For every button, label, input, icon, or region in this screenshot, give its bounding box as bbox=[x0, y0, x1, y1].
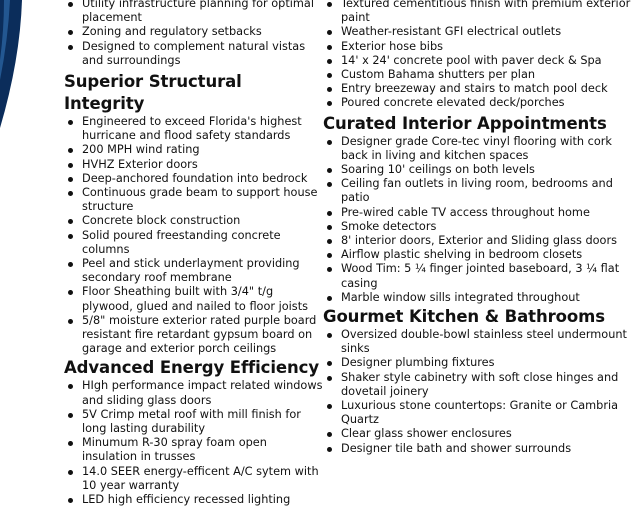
list-item: 8' interior doors, Exterior and Sliding glass doors bbox=[323, 234, 638, 248]
list-item: Peel and stick underlayment providing secondary roof membrane bbox=[64, 257, 324, 285]
list-item: Poured concrete elevated deck/porches bbox=[323, 96, 638, 110]
list-item: Solid poured freestanding concrete columns bbox=[64, 229, 324, 257]
list-item: Custom Bahama shutters per plan bbox=[323, 68, 638, 82]
list-item: HIgh performance impact related windows and sliding glass doors bbox=[64, 379, 324, 407]
list-item: Airflow plastic shelving in bedroom closets bbox=[323, 248, 638, 262]
list-item: Oversized double-bowl stainless steel undermount sinks bbox=[323, 328, 638, 356]
list-item: Smoke detectors bbox=[323, 220, 638, 234]
list-item: 200 MPH wind rating bbox=[64, 143, 324, 157]
list-item: Marble window sills integrated throughout bbox=[323, 291, 638, 305]
energy-list bbox=[64, 379, 324, 507]
list-item: Weather-resistant GFI electrical outlets bbox=[323, 25, 638, 39]
list-item: Clear glass shower enclosures bbox=[323, 427, 638, 441]
list-item: Designer tile bath and shower surrounds bbox=[323, 442, 638, 456]
list-item: Shaker style cabinetry with soft close hinges and dovetail joinery bbox=[323, 371, 638, 399]
list-item: Designed to complement natural vistas and surroundings bbox=[64, 40, 324, 68]
list-item: HVHZ Exterior doors bbox=[64, 158, 324, 172]
kitchen-list bbox=[323, 328, 638, 456]
list-item: LED high efficiency recessed lighting bbox=[64, 493, 324, 507]
interior-heading: Curated Interior Appointments bbox=[323, 113, 607, 133]
list-item: 5/8" moisture exterior rated purple board resistant fire retardant gypsum board on garage and exterior porch ceilings bbox=[64, 314, 324, 357]
list-item: Engineered to exceed Florida's highest hurricane and flood safety standards bbox=[64, 115, 324, 143]
exterior-features-list bbox=[323, 0, 638, 111]
list-item: Luxurious stone countertops: Granite or Cambria Quartz bbox=[323, 399, 638, 427]
list-item: Utility infrastructure planning for optimal placement bbox=[64, 0, 324, 25]
energy-heading: Advanced Energy Efficiency bbox=[64, 358, 319, 378]
list-item: 5V Crimp metal roof with mill finish for long lasting durability bbox=[64, 408, 324, 436]
list-item: Zoning and regulatory setbacks bbox=[64, 25, 324, 39]
list-item: Deep-anchored foundation into bedrock bbox=[64, 172, 324, 186]
list-item: Wood Tim: 5 ¼ finger jointed baseboard, 3 ¼ flat casing bbox=[323, 262, 638, 290]
list-item: Textured cementitious finish with premium exterior paint bbox=[323, 0, 638, 25]
list-item: 14' x 24' concrete pool with paver deck & Spa bbox=[323, 54, 638, 68]
list-item: Ceiling fan outlets in living room, bedrooms and patio bbox=[323, 177, 638, 205]
list-item: Designer grade Core-tec vinyl flooring with cork back in living and kitchen spaces bbox=[323, 135, 638, 163]
left-column bbox=[64, 0, 324, 507]
site-planning-list bbox=[64, 0, 324, 68]
list-item: Floor Sheathing built with 3/4" t/g plywood, glued and nailed to floor joists bbox=[64, 285, 324, 313]
structural-list bbox=[64, 115, 324, 356]
right-column bbox=[323, 0, 638, 456]
list-item: Continuous grade beam to support house structure bbox=[64, 186, 324, 214]
list-item: Pre-wired cable TV access throughout home bbox=[323, 206, 638, 220]
list-item: Concrete block construction bbox=[64, 214, 324, 228]
list-item: 14.0 SEER energy-efficent A/C sytem with 10 year warranty bbox=[64, 465, 324, 493]
list-item: Entry breezeway and stairs to match pool deck bbox=[323, 82, 638, 96]
list-item: Minumum R-30 spray foam open insulation in trusses bbox=[64, 436, 324, 464]
list-item: Soaring 10' ceilings on both levels bbox=[323, 163, 638, 177]
kitchen-heading: Gourmet Kitchen & Bathrooms bbox=[323, 307, 605, 327]
list-item: Exterior hose bibs bbox=[323, 40, 638, 54]
structural-heading: Superior Structural Integrity bbox=[64, 72, 242, 114]
list-item: Designer plumbing fixtures bbox=[323, 356, 638, 370]
decorative-accent-shape bbox=[0, 0, 60, 130]
interior-list bbox=[323, 135, 638, 305]
